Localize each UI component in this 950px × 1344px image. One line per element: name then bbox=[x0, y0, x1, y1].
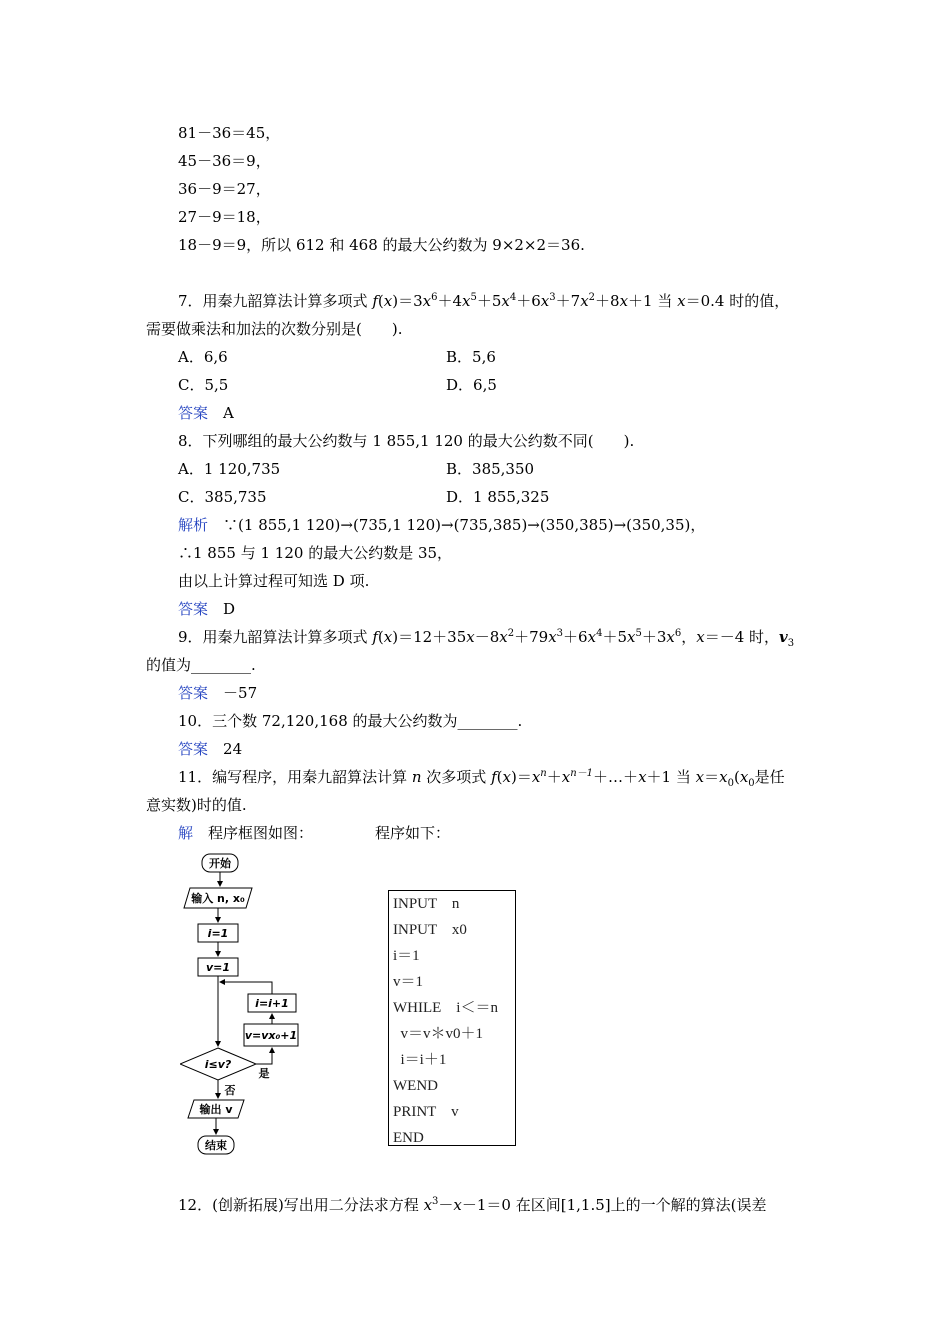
program-line: WHILE i＜＝n bbox=[393, 1000, 498, 1016]
flow-no-label: 否 bbox=[224, 1084, 236, 1097]
answer-label: 答案 bbox=[178, 600, 209, 618]
question-11-stem: 11．编写程序，用秦九韶算法计算 n 次多项式 $f(x)=x^n+x^{n-1}+\dots+x+1$ 当 $x=x_0(x_0$是任 bbox=[178, 768, 785, 789]
flow-yes-label: 是 bbox=[258, 1067, 270, 1080]
question-12-stem: 12．(创新拓展)写出用二分法求方程 $x^3-x-1=0$ 在区间[1,1.5]上的一个解的算法(误差 bbox=[178, 1196, 767, 1214]
program-line: v＝v＊v0＋1 bbox=[393, 1026, 484, 1042]
answer-8: 答案 D bbox=[178, 600, 236, 618]
option-a: A．6,6 bbox=[178, 348, 228, 366]
program-line: i＝i＋1 bbox=[393, 1052, 447, 1068]
solution-8-line3: 由以上计算过程可知选 D 项. bbox=[178, 572, 370, 590]
text-line: 18－9＝9，所以 612 和 468 的最大公约数为 9×2×2＝36. bbox=[178, 236, 585, 254]
program-line: END bbox=[393, 1130, 424, 1146]
answer-label: 答案 bbox=[178, 684, 209, 702]
text-line: 45－36＝9， bbox=[178, 152, 271, 170]
flow-inc-i-label: i=i+1 bbox=[255, 997, 289, 1010]
option-d: D．1 855,325 bbox=[446, 488, 550, 506]
answer-9: 答案 －57 bbox=[178, 684, 258, 702]
flow-start-label: 开始 bbox=[209, 857, 231, 870]
option-c: C．5,5 bbox=[178, 376, 229, 394]
option-c: C．385,735 bbox=[178, 488, 267, 506]
solution-label: 解 bbox=[178, 824, 194, 842]
program-line: WEND bbox=[393, 1078, 438, 1094]
answer-label: 答案 bbox=[178, 740, 209, 758]
option-d: D．6,5 bbox=[446, 376, 497, 394]
question-9-line2: 的值为________. bbox=[146, 656, 256, 674]
flowchart bbox=[180, 852, 320, 1162]
program-line: INPUT n bbox=[393, 896, 460, 912]
program-line: i＝1 bbox=[393, 948, 420, 964]
question-7-line2: 需要做乘法和加法的次数分别是( ). bbox=[146, 320, 403, 338]
program-line: v＝1 bbox=[393, 974, 424, 990]
solution-11: 解 程序框图如图： 程序如下： bbox=[178, 824, 451, 842]
text-line: 36－9＝27， bbox=[178, 180, 271, 198]
question-7-stem: 7．用秦九韶算法计算多项式 $f(x)=3x^6+4x^5+5x^4+6x^3+7x^2+8x+1$ 当 x＝0.4 时的值， bbox=[178, 292, 790, 310]
solution-8-line2: ∴1 855 与 1 120 的最大公约数是 35， bbox=[178, 544, 453, 562]
option-b: B．5,6 bbox=[446, 348, 496, 366]
flow-condition-label: i≤v? bbox=[204, 1058, 232, 1071]
text-line: 27－9＝18， bbox=[178, 208, 271, 226]
flow-output-label: 输出 v bbox=[199, 1103, 233, 1116]
flow-init-v-label: v=1 bbox=[205, 961, 231, 974]
question-11-line2: 意实数)时的值. bbox=[146, 796, 247, 814]
question-8-stem: 8．下列哪组的最大公约数与 1 855,1 120 的最大公约数不同( ). bbox=[178, 432, 635, 450]
solution-label: 解析 bbox=[178, 516, 209, 534]
option-a: A．1 120,735 bbox=[178, 460, 281, 478]
solution-8-line1: 解析 ∵(1 855,1 120)→(735,1 120)→(735,385)→(350,385)→(350,35)， bbox=[178, 516, 706, 534]
answer-10: 答案 24 bbox=[178, 740, 243, 758]
program-line: PRINT v bbox=[393, 1104, 459, 1120]
question-9-stem: 9．用秦九韶算法计算多项式 $f(x)=12+35x-8x^2+79x^3+6x^4+5x^5+3x^6$，x＝－4 时，$v_3$ bbox=[178, 628, 795, 649]
flow-update-v-label: v=vx₀+1 bbox=[244, 1029, 298, 1042]
option-b: B．385,350 bbox=[446, 460, 535, 478]
program-box bbox=[388, 890, 516, 1146]
text-line: 81－36＝45， bbox=[178, 124, 281, 142]
flow-end-label: 结束 bbox=[205, 1139, 227, 1152]
question-10-stem: 10．三个数 72,120,168 的最大公约数为________. bbox=[178, 712, 523, 730]
flow-input-label: 输入 n, x₀ bbox=[191, 892, 245, 905]
program-line: INPUT x0 bbox=[393, 922, 467, 938]
answer-label: 答案 bbox=[178, 404, 209, 422]
answer-7: 答案 A bbox=[178, 404, 234, 422]
flow-init-i-label: i=1 bbox=[207, 927, 229, 940]
